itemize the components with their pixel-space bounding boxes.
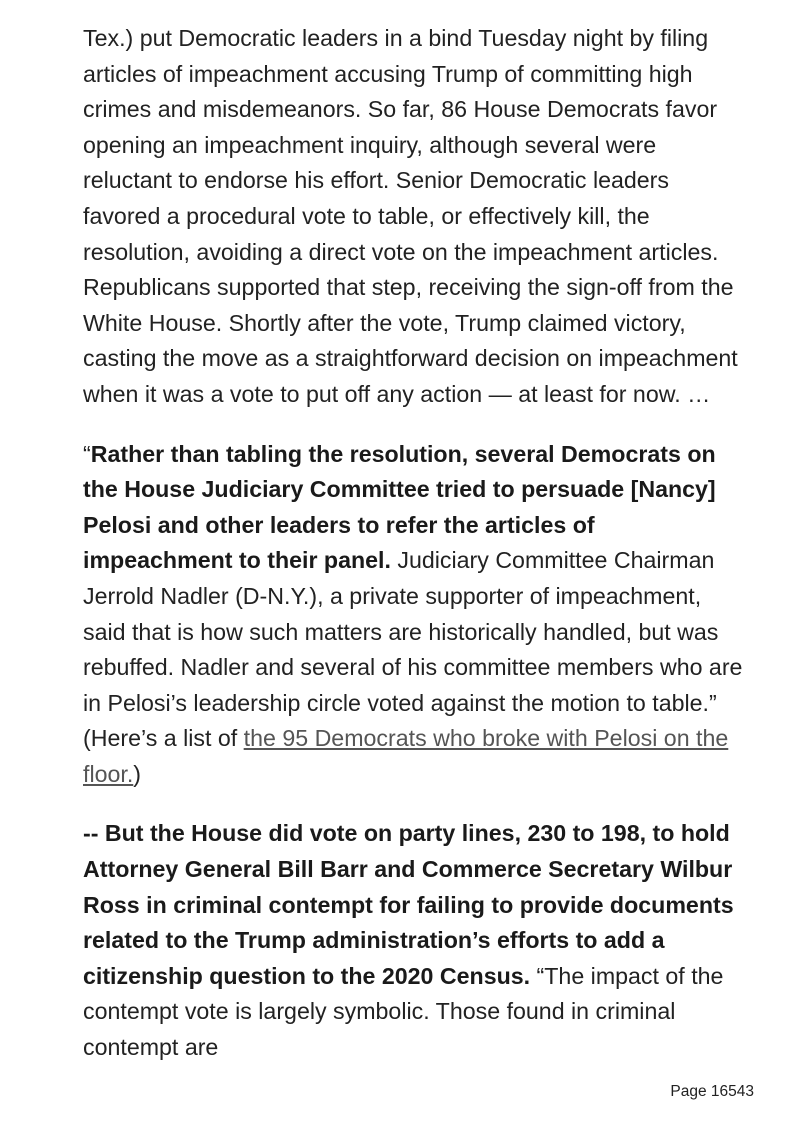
paragraph-judiciary-committee (83, 437, 743, 793)
paragraph-text: “The impact of the contempt vote is largely symbolic. Those found in criminal contempt are (83, 962, 724, 1061)
bold-lead: Rather than tabling the resolution, several Democrats on the House Judiciary Committee tried to persuade [Nancy] Pelosi and other leaders to refer the articles of impeachment to their panel. (83, 440, 716, 574)
open-quote: “ (83, 440, 91, 467)
paragraph-impeachment-vote: Tex.) put Democratic leaders in a bind Tuesday night by filing articles of impeachment accusing Trump of committing high crimes and misdemeanors. So far, 86 House Democrats favor opening an impeachment inquiry, although several were reluctant to endorse his effort. Senior Democratic leaders favored a procedural vote to table, or effectively kill, the resolution, avoiding a direct vote on the impeachment articles. Republicans supported that step, receiving the sign-off from the White House. Shortly after the vote, Trump claimed victory, casting the move as a straightforward decision on impeachment when it was a vote to put off any action — at least for now. … (83, 25, 738, 407)
page-number: Page 16543 (670, 1083, 754, 1100)
paragraph-text: Judiciary Committee Chairman Jerrold Nadler (D-N.Y.), a private supporter of impeachment, said that is how such matters are historically handled, but was rebuffed. Nadler and several of his committee members who are in Pelosi’s leadership circle voted against the motion to table.” (Here’s a list of (83, 547, 743, 752)
close-paren: ) (133, 760, 142, 787)
democrats-list-link[interactable]: the 95 Democrats who broke with Pelosi on the floor. (83, 725, 729, 787)
article-body (83, 21, 743, 1085)
paragraph-contempt-vote (83, 816, 743, 1065)
bold-lead: -- But the House did vote on party lines, 230 to 198, to hold Attorney General Bill Barr and Commerce Secretary Wilbur Ross in criminal contempt for failing to provide documents related to the Trump administration’s efforts to add a citizenship question to the 2020 Census. (83, 820, 734, 989)
